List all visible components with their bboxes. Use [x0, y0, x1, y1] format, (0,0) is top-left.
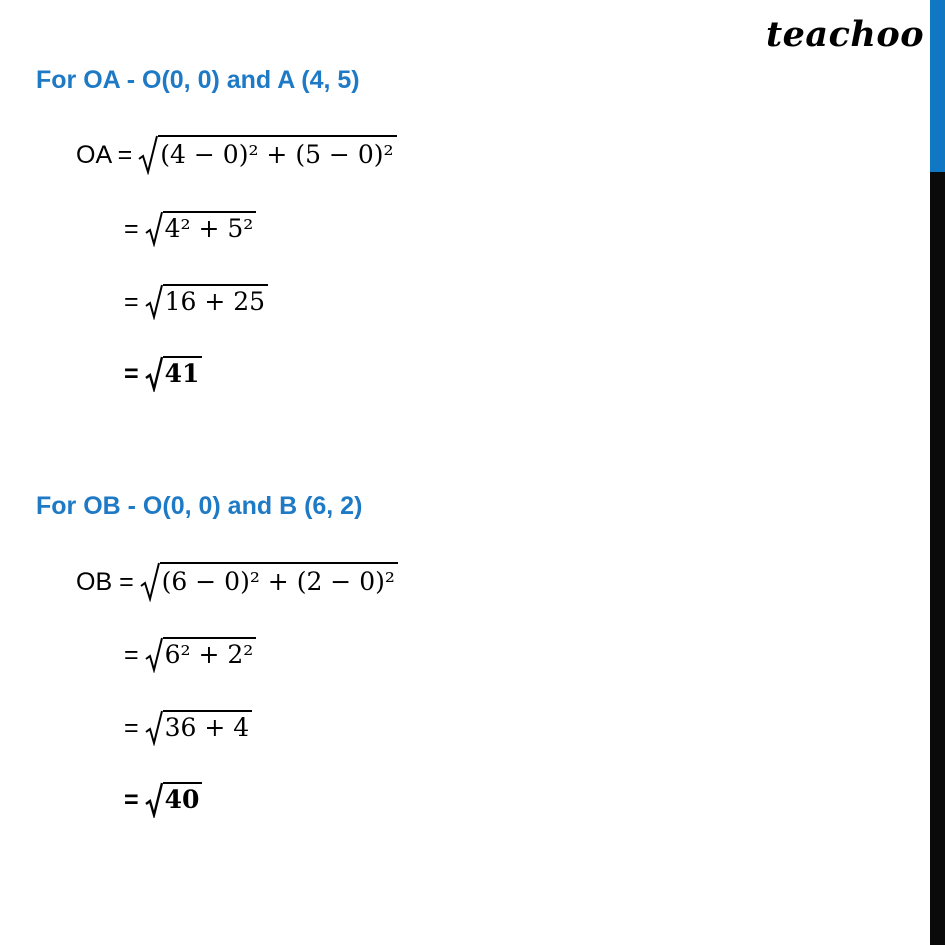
sqrt-expression — [138, 135, 396, 175]
step-label: OB = — [76, 567, 134, 596]
sqrt-expression — [140, 562, 398, 602]
radicand-result: 41 — [163, 356, 203, 392]
sqrt-expression — [145, 637, 257, 673]
step-label: OA = — [76, 140, 133, 169]
radicand: 4² + 5² — [163, 211, 257, 247]
sidebar-accent-dark — [930, 172, 945, 945]
radicand: (6 − 0)² + (2 − 0)² — [160, 562, 398, 602]
sqrt-sign-icon — [145, 284, 163, 320]
sqrt-sign-icon — [145, 782, 163, 818]
radicand: 16 + 25 — [163, 284, 268, 320]
teachoo-logo: teachoo — [766, 14, 925, 55]
step-label: = — [124, 287, 139, 316]
step-ob-3 — [124, 706, 252, 750]
sqrt-sign-icon — [145, 356, 163, 392]
sqrt-sign-icon — [145, 637, 163, 673]
step-oa-1 — [76, 133, 397, 177]
section-heading-ob: For OB - O(0, 0) and B (6, 2) — [36, 492, 363, 520]
step-label: = — [124, 359, 139, 388]
sqrt-expression — [145, 710, 253, 746]
step-oa-3 — [124, 280, 268, 324]
sqrt-sign-icon — [138, 135, 158, 175]
step-label: = — [124, 640, 139, 669]
sqrt-expression — [145, 284, 268, 320]
step-ob-4 — [124, 778, 202, 822]
sidebar-accent-blue — [930, 0, 945, 172]
step-label: = — [124, 713, 139, 742]
step-oa-4 — [124, 352, 202, 396]
step-ob-1 — [76, 560, 398, 604]
step-label: = — [124, 214, 139, 243]
sqrt-sign-icon — [140, 562, 160, 602]
radicand: 6² + 2² — [163, 637, 257, 673]
sqrt-sign-icon — [145, 211, 163, 247]
radicand-result: 40 — [163, 782, 203, 818]
sqrt-expression — [145, 356, 203, 392]
step-ob-2 — [124, 633, 256, 677]
sqrt-sign-icon — [145, 710, 163, 746]
sqrt-expression — [145, 211, 257, 247]
step-label: = — [124, 785, 139, 814]
radicand: 36 + 4 — [163, 710, 253, 746]
sqrt-expression — [145, 782, 203, 818]
section-heading-oa: For OA - O(0, 0) and A (4, 5) — [36, 66, 360, 94]
step-oa-2 — [124, 207, 256, 251]
radicand: (4 − 0)² + (5 − 0)² — [158, 135, 396, 175]
